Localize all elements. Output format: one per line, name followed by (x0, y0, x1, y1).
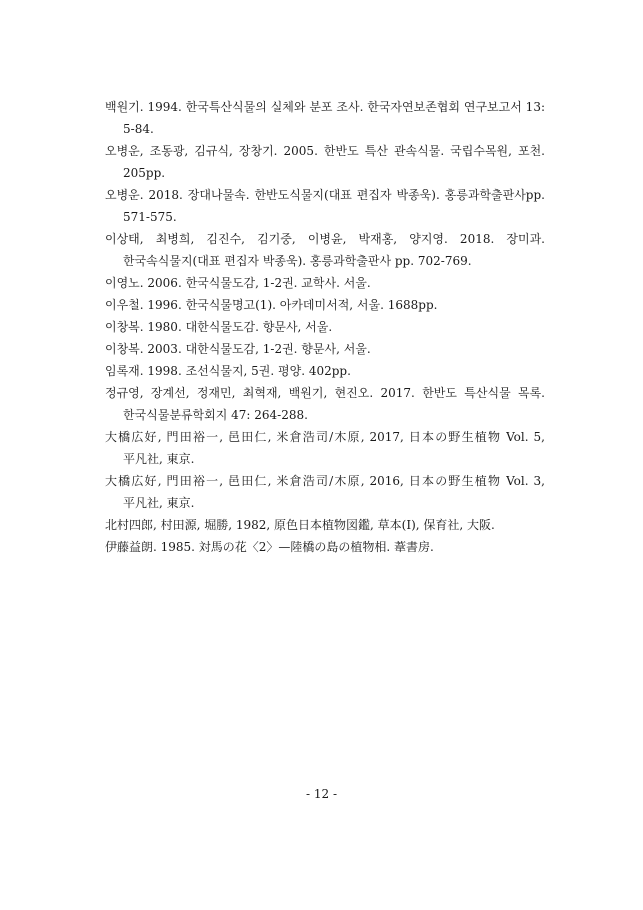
reference-entry: 정규영, 장계선, 정재민, 최혁재, 백원기, 현진오. 2017. 한반도 특산식물 목록. 한국식물분류학회지 47: 264-288. (105, 386, 545, 422)
reference-entry: 大橋広好, 門田裕一, 邑田仁, 米倉浩司/木原, 2017, 日本の野生植物 Vol. 5, 平凡社, 東京. (105, 430, 545, 466)
reference-entry: 이우철. 1996. 한국식물명고(1). 아카데미서적, 서울. 1688pp. (105, 298, 438, 312)
reference-entry: 오병운. 2018. 장대나물속. 한반도식물지(대표 편집자 박종욱). 홍릉과학출판사pp. 571-575. (105, 188, 545, 224)
reference-entry: 大橋広好, 門田裕一, 邑田仁, 米倉浩司/木原, 2016, 日本の野生植物 Vol. 3, 平凡社, 東京. (105, 474, 545, 510)
page-number: - 12 - (305, 787, 337, 801)
reference-list (105, 96, 545, 558)
reference-entry: 이창복. 2003. 대한식물도감, 1-2권. 향문사, 서울. (105, 342, 371, 356)
reference-entry: 北村四郎, 村田源, 堀勝, 1982, 原色日本植物図鑑, 草本(I), 保育社, 大阪. (105, 518, 495, 532)
reference-entry: 이상태, 최병희, 김진수, 김기중, 이병윤, 박재홍, 양지영. 2018. 장미과. 한국속식물지(대표 편집자 박종욱). 홍릉과학출판사 pp. 702-769. (105, 232, 545, 268)
reference-entry: 임록재. 1998. 조선식물지, 5권. 평양. 402pp. (105, 364, 351, 378)
reference-entry: 백원기. 1994. 한국특산식물의 실체와 분포 조사. 한국자연보존협회 연구보고서 13: 5-84. (105, 100, 545, 136)
reference-entry: 이영노. 2006. 한국식물도감, 1-2권. 교학사. 서울. (105, 276, 371, 290)
reference-entry: 伊藤益朗. 1985. 対馬の花〈2〉—陸橋の島の植物相. 葦書房. (105, 540, 434, 554)
reference-entry: 이창복. 1980. 대한식물도감. 향문사, 서울. (105, 320, 333, 334)
reference-entry: 오병운, 조동광, 김규식, 장창기. 2005. 한반도 특산 관속식물. 국립수목원, 포천. 205pp. (105, 144, 545, 180)
